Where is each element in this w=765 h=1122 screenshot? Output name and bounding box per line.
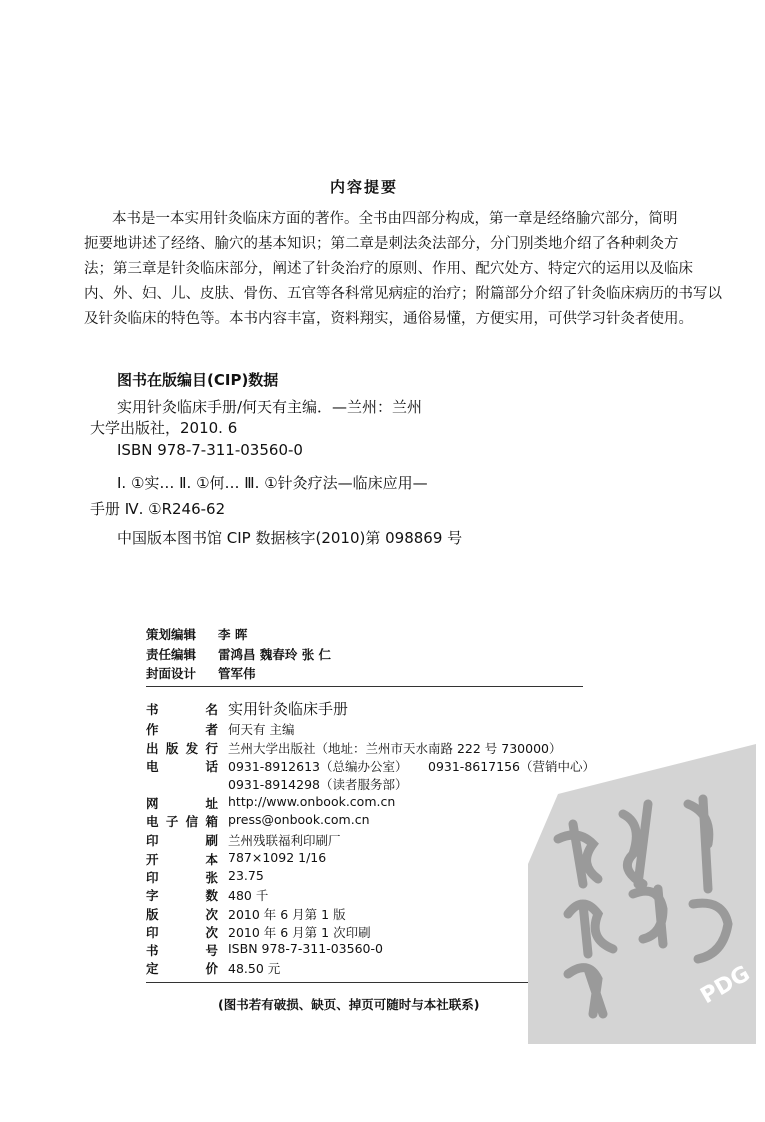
pub-value: 兰州大学出版社（地址：兰州市天水南路 222 号 730000） [228,741,562,756]
pub-label: 开本 [146,852,218,867]
pub-value: 2010 年 6 月第 1 次印刷 [228,925,371,940]
footer-note: (图书若有破损、缺页、掉页可随时与本社联系) [218,997,480,1012]
watermark-seal [528,744,756,1044]
pub-label: 书名 [146,702,218,717]
cip-line: 手册 Ⅳ. ①R246-62 [90,500,226,518]
pub-value: 787×1092 1/16 [228,850,327,865]
cip-line: 大学出版社，2010. 6 [90,419,238,437]
summary-line: 扼要地讲述了经络、腧穴的基本知识；第二章是刺法灸法部分，分门别类地介绍了各种刺灸方 [84,236,679,252]
pub-value: 实用针灸临床手册 [228,700,349,718]
staff-row [146,645,331,663]
pub-value: 0931-8914298（读者服务部） [228,777,408,792]
cip-isbn: ISBN 978-7-311-03560-0 [117,441,303,459]
summary-line: 及针灸临床的特色等。本书内容丰富，资料翔实，通俗易懂，方便实用，可供学习针灸者使用。 [84,311,693,327]
pub-value: press@onbook.com.cn [228,812,370,827]
summary-line: 法；第三章是针灸临床部分，阐述了针灸治疗的原则、作用、配穴处方、特定穴的运用以及临床 [84,261,693,277]
divider [146,686,583,687]
pub-value: ISBN 978-7-311-03560-0 [228,941,383,956]
pub-label: 印张 [146,870,218,885]
pub-value: http://www.onbook.com.cn [228,794,396,809]
pub-label: 作者 [146,722,218,737]
pub-label: 网址 [146,796,218,811]
pub-label: 印次 [146,925,218,940]
staff-value: 管军伟 [218,666,256,681]
pub-value: 48.50 元 [228,961,281,976]
divider [146,982,583,983]
pub-label: 电话 [146,759,218,774]
pub-value: 2010 年 6 月第 1 版 [228,907,346,922]
staff-row [146,664,256,682]
pub-value: 兰州残联福利印刷厂 [228,833,341,848]
pub-label: 字数 [146,888,218,903]
cip-line: Ⅰ. ①实… Ⅱ. ①何… Ⅲ. ①针灸疗法—临床应用— [117,474,428,492]
summary-line: 内、外、妇、儿、皮肤、骨伤、五官等各科常见病症的治疗；附篇部分介绍了针灸临床病历的书写以 [84,286,722,302]
staff-label: 封面设计 [146,666,197,681]
staff-value: 李 晖 [218,627,248,642]
pub-value: 何天有 主编 [228,722,295,737]
staff-row [146,625,247,643]
cip-heading: 图书在版编目(CIP)数据 [117,371,279,389]
staff-label: 策划编辑 [146,627,197,642]
cip-number: 中国版本图书馆 CIP 数据核字(2010)第 098869 号 [117,529,463,547]
watermark-text: PDG [696,961,755,1010]
staff-value: 雷鸿昌 魏春玲 张 仁 [218,647,332,662]
pub-label: 书号 [146,943,218,958]
pub-label: 出版发行 [146,741,218,756]
cip-line: 实用针灸临床手册/何天有主编．—兰州：兰州 [117,398,423,416]
summary-line: 本书是一本实用针灸临床方面的著作。全书由四部分构成，第一章是经络腧穴部分，简明 [112,211,678,227]
pub-value: 23.75 [228,868,264,883]
summary-title: 内容提要 [330,178,399,196]
pub-value: 0931-8912613（总编办公室） [228,759,408,774]
pub-value: 0931-8617156（营销中心） [428,759,595,774]
pub-value: 480 千 [228,888,269,903]
staff-label: 责任编辑 [146,647,197,662]
pub-label: 版次 [146,907,218,922]
summary-text [84,207,722,332]
pub-label: 电子信箱 [146,814,218,829]
pub-label: 印刷 [146,833,218,848]
pub-label: 定价 [146,961,218,976]
